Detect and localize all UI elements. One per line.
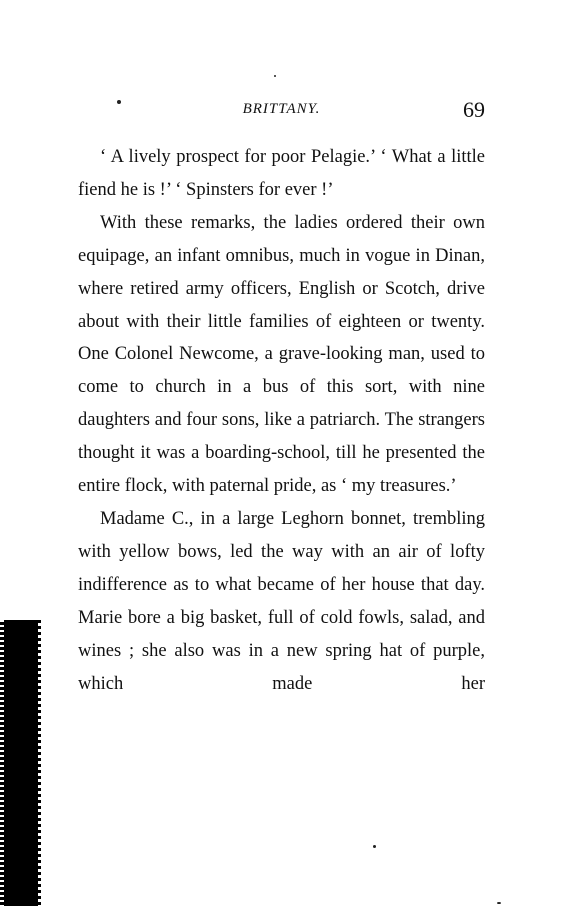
page-number: 69 xyxy=(463,97,485,122)
scan-speck xyxy=(117,100,121,104)
scan-speck xyxy=(274,75,276,77)
scan-edge-shadow xyxy=(0,620,38,906)
running-head xyxy=(78,97,485,125)
paragraph-1: ‘ A lively prospect for poor Pelagie.’ ‘ What a little fiend he is !’ ‘ Spinsters for ever !’ xyxy=(78,147,485,200)
scan-speck xyxy=(373,845,376,848)
running-head-title: BRITTANY. xyxy=(242,101,321,117)
paragraph-2: With these remarks, the ladies ordered their own equipage, an infant omnibus, much in vogue in Dinan, where retired army officers, English or Scotch, drive about with their little families of eighteen or twenty. One Colonel Newcome, a grave-looking man, used to come to church in a bus of this sort, with nine daughters and four sons, like a patriarch. The strangers thought it was a boarding-school, till he presented the entire flock, with paternal pride, as ‘ my treasures.’ xyxy=(78,212,485,497)
scan-speck xyxy=(497,902,501,904)
body-text xyxy=(78,141,485,700)
paragraph-3: Madame C., in a large Leghorn bonnet, trembling with yellow bows, led the way with an air of lofty indifference as to what became of her house that day. Marie bore a big basket, full of cold fowls, salad, and wines ; she also was in a new spring hat of purple, which made her xyxy=(78,508,485,694)
